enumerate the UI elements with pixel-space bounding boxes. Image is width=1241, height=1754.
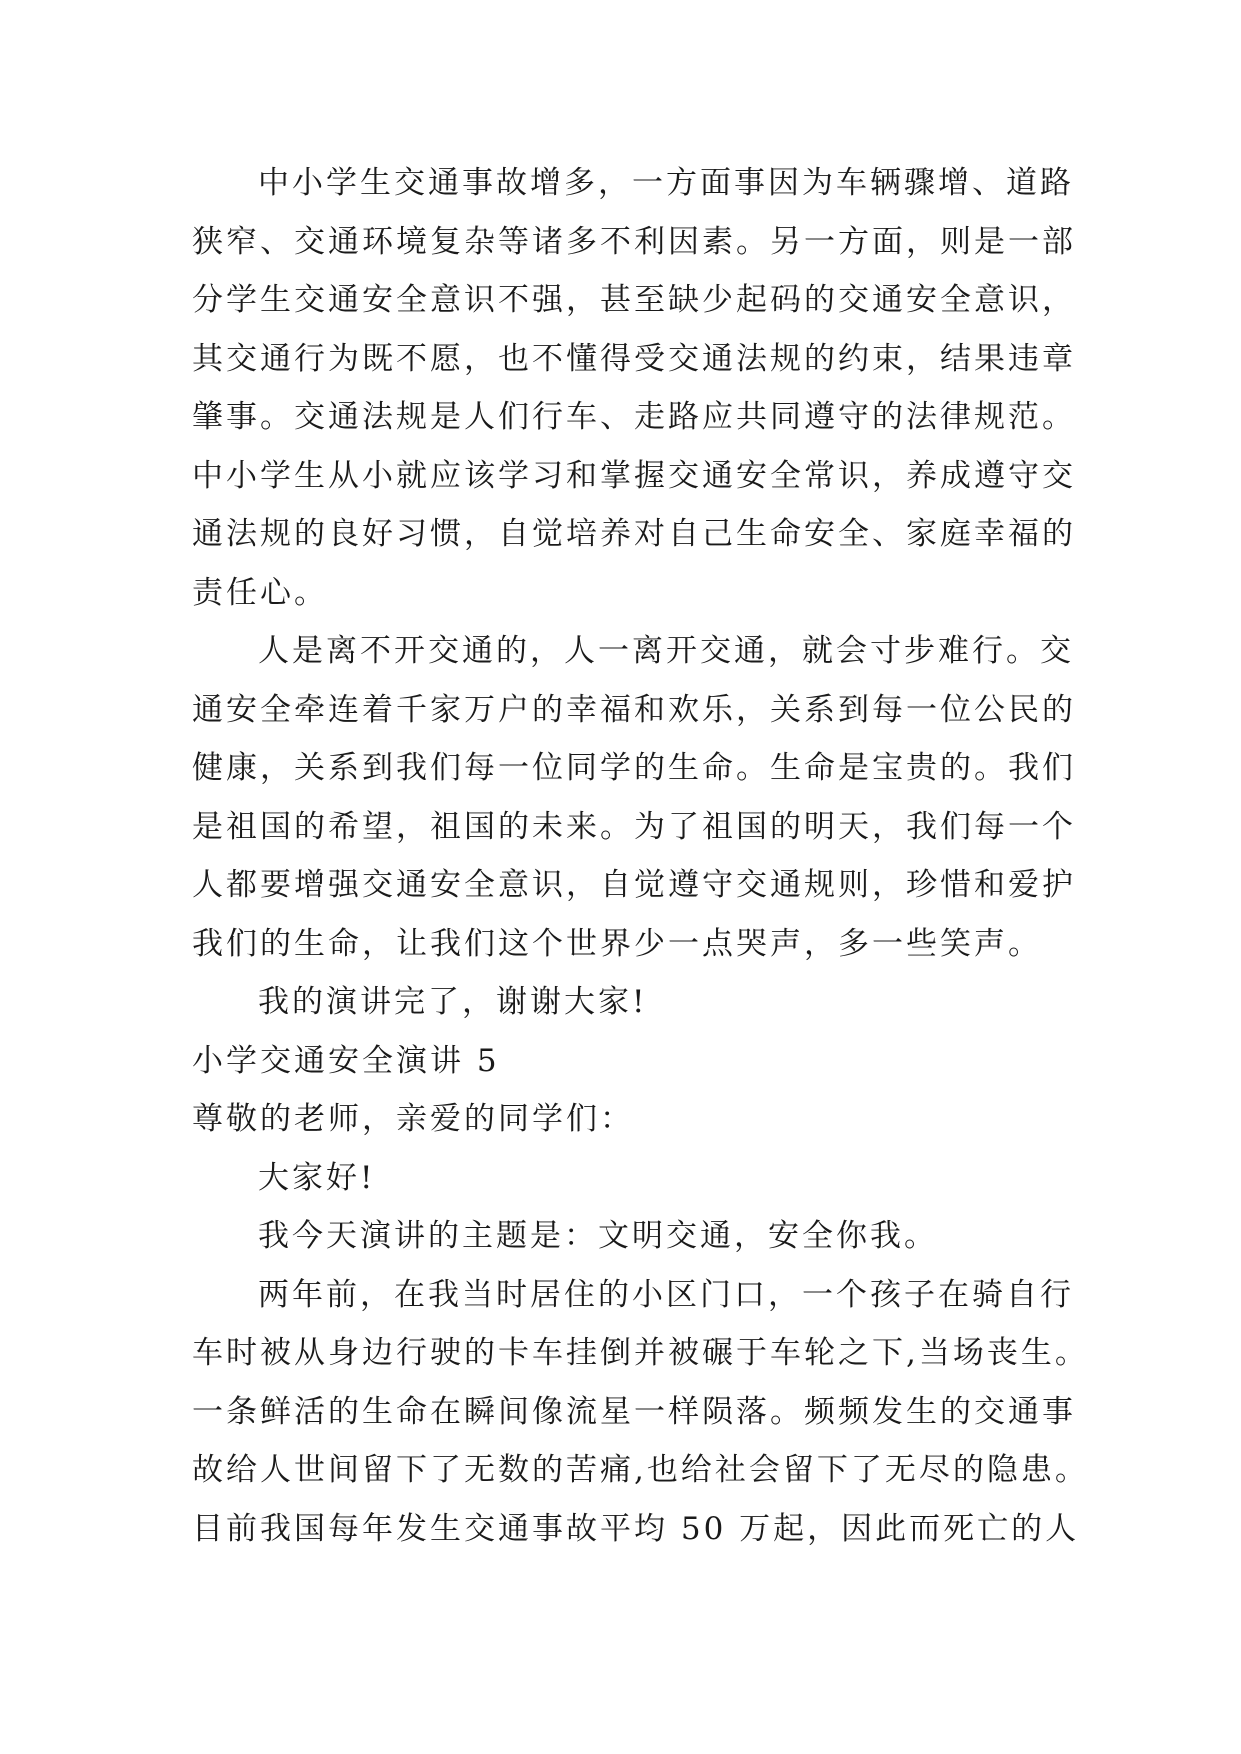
text-line: 车时被从身边行驶的卡车挂倒并被碾于车轮之下,当场丧生。 (192, 1335, 1089, 1371)
text-line: 责任心。 (192, 574, 328, 611)
text-line: 我今天演讲的主题是：文明交通，安全你我。 (258, 1218, 938, 1254)
text-line: 人是离不开交通的，人一离开交通，就会寸步难行。交 (258, 633, 1074, 669)
text-line: 其交通行为既不愿，也不懂得受交通法规的约束，结果违章 (192, 340, 1076, 377)
text-line: 我的演讲完了，谢谢大家! (258, 984, 648, 1020)
text-line: 我们的生命，让我们这个世界少一点哭声，多一些笑声。 (192, 925, 1042, 962)
text-line: 肇事。交通法规是人们行车、走路应共同遵守的法律规范。 (192, 399, 1076, 435)
text-line: 一条鲜活的生命在瞬间像流星一样陨落。频频发生的交通事 (192, 1393, 1076, 1430)
text-line: 中小学生交通事故增多，一方面事因为车辆骤增、道路 (258, 165, 1074, 201)
text-line: 是祖国的希望，祖国的未来。为了祖国的明天，我们每一个 (192, 808, 1076, 845)
document-body (192, 154, 1089, 1558)
text-line: 通安全牵连着千家万户的幸福和欢乐，关系到每一位公民的 (192, 691, 1076, 728)
section-heading: 小学交通安全演讲 5 (192, 1042, 500, 1079)
text-line: 中小学生从小就应该学习和掌握交通安全常识，养成遵守交 (192, 457, 1076, 494)
text-line: 健康，关系到我们每一位同学的生命。生命是宝贵的。我们 (192, 750, 1076, 786)
text-line: 两年前，在我当时居住的小区门口，一个孩子在骑自行 (258, 1276, 1074, 1313)
text-line: 人都要增强交通安全意识，自觉遵守交通规则，珍惜和爱护 (192, 867, 1076, 903)
salutation: 尊敬的老师，亲爱的同学们： (192, 1101, 634, 1137)
greeting: 大家好! (258, 1159, 376, 1196)
text-line: 目前我国每年发生交通事故平均 50 万起，因此而死亡的人 (192, 1510, 1080, 1547)
text-line: 故给人世间留下了无数的苦痛,也给社会留下了无尽的隐患。 (192, 1452, 1089, 1488)
text-line: 狭窄、交通环境复杂等诸多不利因素。另一方面，则是一部 (192, 223, 1076, 260)
text-line: 通法规的良好习惯，自觉培养对自己生命安全、家庭幸福的 (192, 516, 1076, 552)
text-line: 分学生交通安全意识不强，甚至缺少起码的交通安全意识， (192, 282, 1076, 318)
